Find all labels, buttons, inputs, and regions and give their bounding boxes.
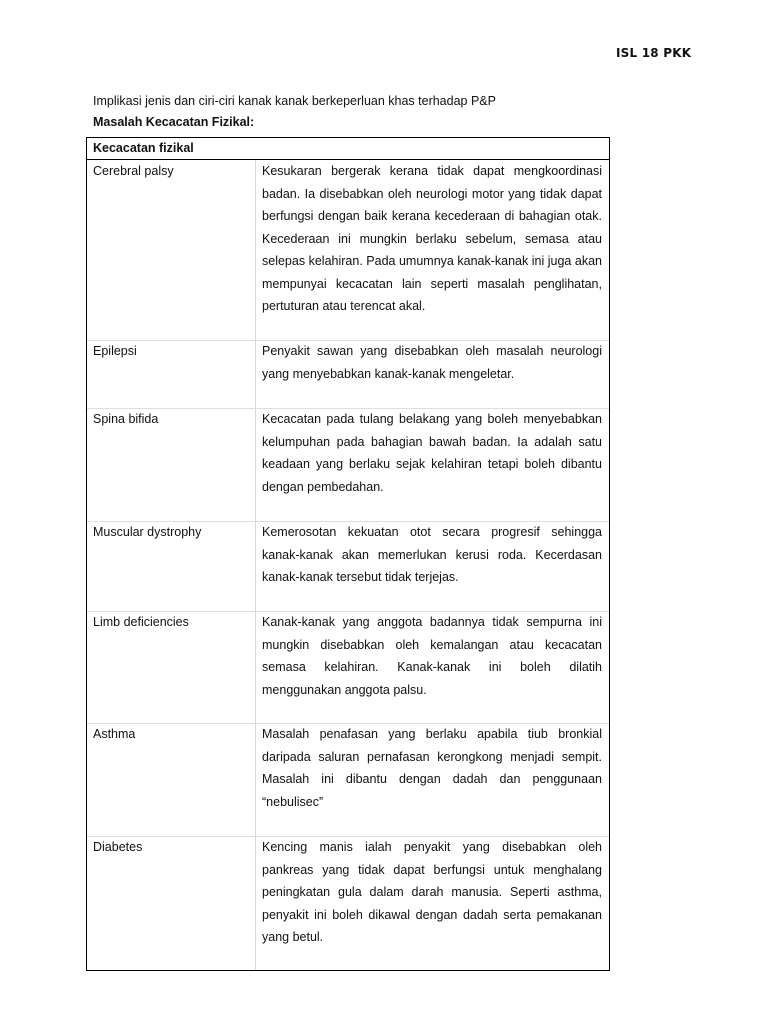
- row-description: Kecacatan pada tulang belakang yang boleh menyebabkan kelumpuhan pada bahagian bawah badan. Ia adalah satu keadaan yang berlaku sejak kelahiran tetapi boleh dibantu dengan pembedahan.: [262, 412, 602, 494]
- column-divider: [255, 160, 256, 970]
- row-term: Muscular dystrophy: [93, 525, 202, 539]
- intro-text: Implikasi jenis dan ciri-ciri kanak kanak berkeperluan khas terhadap P&P: [93, 94, 496, 108]
- document-code: ISL 18 PKK: [616, 46, 692, 60]
- row-term: Cerebral palsy: [93, 164, 174, 178]
- row-term: Diabetes: [93, 840, 143, 854]
- row-description: Masalah penafasan yang berlaku apabila tiub bronkial daripada saluran pernafasan kerongkong menjadi sempit. Masalah ini dibantu dengan dadah dan penggunaan “nebulisec”: [262, 727, 602, 809]
- section-title: Masalah Kecacatan Fizikal:: [93, 115, 255, 129]
- disability-table: [86, 137, 610, 971]
- row-description: Penyakit sawan yang disebabkan oleh masalah neurologi yang menyebabkan kanak-kanak mengeletar.: [262, 344, 602, 381]
- row-description: Kanak-kanak yang anggota badannya tidak sempurna ini mungkin disebabkan oleh kemalangan atau kecacatan semasa kelahiran. Kanak-kanak ini boleh dilatih menggunakan anggota palsu.: [262, 615, 602, 697]
- row-description: Kencing manis ialah penyakit yang disebabkan oleh pankreas yang tidak dapat berfungsi untuk menghalang peningkatan gula dalam darah manusia. Seperti asthma, penyakit ini boleh dikawal dengan dadah serta pemakanan yang betul.: [262, 840, 602, 944]
- row-term: Limb deficiencies: [93, 615, 189, 629]
- row-term: Asthma: [93, 727, 136, 741]
- row-term: Spina bifida: [93, 412, 159, 426]
- row-description: Kemerosotan kekuatan otot secara progresif sehingga kanak-kanak akan memerlukan kerusi roda. Kecerdasan kanak-kanak tersebut tidak terjejas.: [262, 525, 602, 584]
- table-header: Kecacatan fizikal: [87, 138, 609, 160]
- row-description: Kesukaran bergerak kerana tidak dapat mengkoordinasi badan. Ia disebabkan oleh neurologi motor yang tidak dapat berfungsi dengan baik kerana kecederaan di bahagian otak. Kecederaan ini mungkin berlaku sebelum, semasa atau selepas kelahiran. Pada umumnya kanak-kanak ini juga akan mempunyai kecacatan lain seperti masalah penglihatan, pertuturan atau terencat akal.: [262, 164, 602, 313]
- row-term: Epilepsi: [93, 344, 137, 358]
